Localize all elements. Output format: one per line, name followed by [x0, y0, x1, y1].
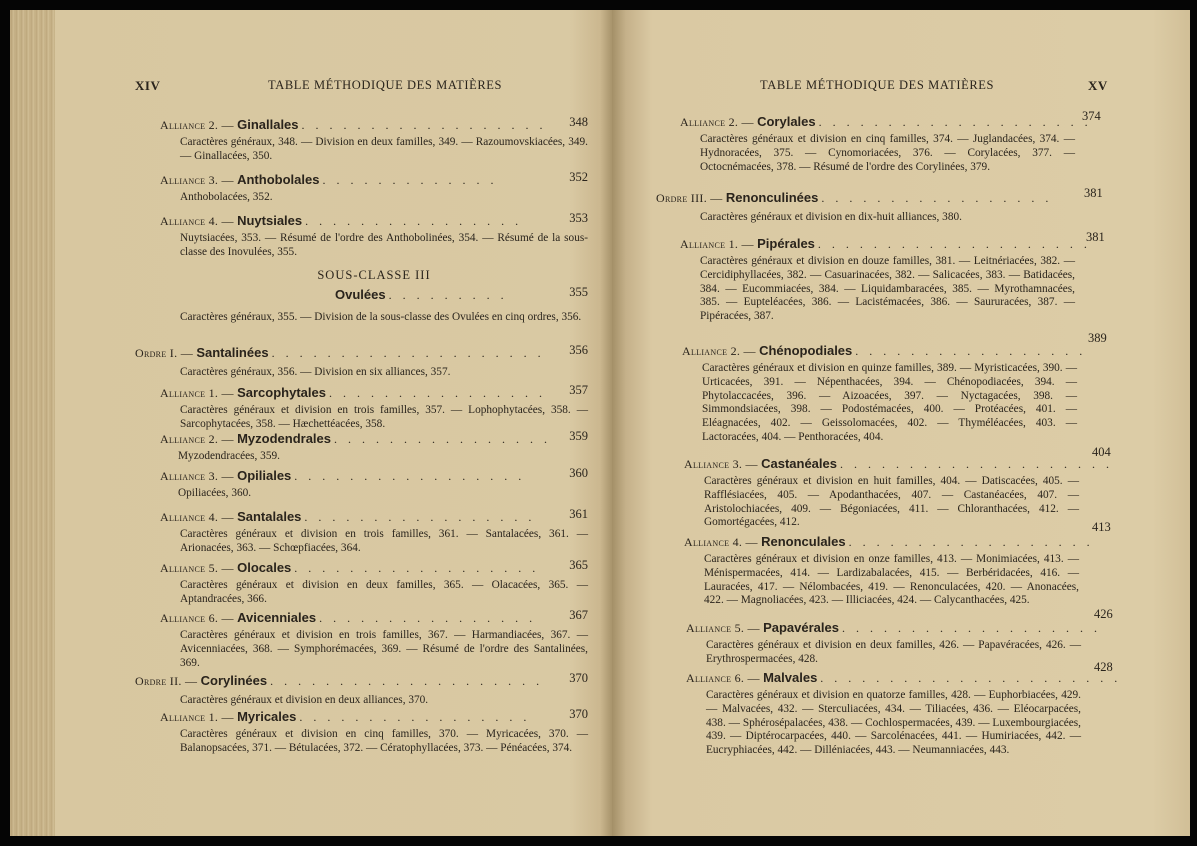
toc-entry [160, 560, 588, 607]
entry-name: Papavérales [763, 620, 839, 635]
toc-entry [160, 385, 588, 432]
entry-name: Corylales [757, 114, 816, 129]
entry-rank: Alliance 4. — [684, 535, 762, 549]
entry-name: Castanéales [761, 456, 837, 471]
leader-dots: . . . . . . . . . . . . . . . . . [855, 344, 1087, 358]
leader-dots: . . . . . . . . . . . . . . . . . . [848, 535, 1094, 549]
entry-rank: Alliance 4. — [160, 214, 238, 228]
leader-dots: . . . . . . . . . . . . . . . . . [299, 710, 531, 724]
entry-rank: Ordre I. — [135, 346, 197, 360]
leader-dots: . . . . . . . . . . . . . . . . [328, 386, 546, 400]
leader-dots: . . . . . . . . . . . . . . . . . . . [842, 621, 1101, 635]
entry-rank: Alliance 2. — [682, 344, 760, 358]
entry-rank: Alliance 2. — [680, 115, 758, 129]
entry-page: 370 [569, 707, 588, 721]
entry-page: 359 [569, 429, 588, 443]
entry-page: 367 [569, 608, 588, 622]
leader-dots: . . . . . . . . . . . . . . . . . . [301, 118, 547, 132]
entry-name: Olocales [237, 560, 292, 575]
entry-description: Caractères généraux et division en cinq familles, 374. — Juglandacées, 374. — Hydnoracées, 375. — Cynomoriacées, 376. — Corylacées, 377. — Octocnémacées, 378. — Résumé de l'ordre des Corylinées, 379. [700, 133, 1075, 173]
entry-name: Corylinées [200, 673, 268, 688]
running-header: TABLE MÉTHODIQUE DES MATIÈRES [268, 78, 503, 92]
leader-dots: . . . . . . . . . . . . . . . . . [294, 469, 526, 483]
entry-name: Anthobolales [237, 172, 320, 187]
leader-dots: . . . . . . . . . . . . . . . . . . . . [839, 457, 1113, 471]
toc-entry [160, 431, 588, 464]
entry-page: 374 [1082, 109, 1101, 123]
entry-page: 370 [569, 671, 588, 685]
leader-dots: . . . . . . . . . . . . . . . . [334, 432, 552, 446]
leader-dots: . . . . . . . . . . . . . . . . [319, 611, 537, 625]
subclass-title: SOUS-CLASSE III [317, 268, 431, 282]
entry-rank: Alliance 4. — [160, 510, 238, 524]
running-header: TABLE MÉTHODIQUE DES MATIÈRES [760, 78, 995, 92]
entry-name: Sarcophytales [237, 385, 326, 400]
entry-description: Caractères généraux et division en onze familles, 413. — Monimiacées, 413. — Ménispermacées, 414. — Lardizabalacées, 415. — Berbéridacées, 416. — Lauracées, 417. — Nélombacées, 419. — Renonculacées, 420. — Anonacées, 422. — Magnoliacées, 423. — Illiciacées, 424. — Calycanthacées, 425. [704, 553, 1079, 607]
toc-entry [160, 509, 588, 556]
page-number: XIV [135, 78, 161, 93]
entry-description: Caractères généraux, 356. — Division en six alliances, 357. [180, 366, 451, 378]
entry-page: 352 [569, 170, 588, 184]
entry-page: 357 [569, 383, 588, 397]
toc-entry [686, 620, 1101, 667]
leader-dots: . . . . . . . . . . . . . . . . . [821, 191, 1053, 205]
entry-name: Ovulées [335, 287, 386, 302]
toc-entry [160, 117, 588, 164]
entry-description: Caractères généraux et division en deux alliances, 370. [180, 694, 429, 706]
leader-dots: . . . . . . . . . . . . . . . . . . . . [271, 346, 545, 360]
toc-entry [160, 610, 588, 670]
right-page [612, 10, 1190, 836]
entry-rank: Alliance 3. — [684, 457, 762, 471]
leader-dots: . . . . . . . . . . . . . . . . . . . . . . [820, 671, 1122, 685]
leader-dots: . . . . . . . . . [388, 288, 508, 302]
entry-rank: Alliance 1. — [160, 386, 238, 400]
entry-rank: Alliance 1. — [680, 237, 758, 251]
entry-name: Renonculales [761, 534, 846, 549]
toc-entry [160, 709, 588, 756]
entry-page: 365 [569, 558, 588, 572]
entry-name: Malvales [763, 670, 818, 685]
leader-dots: . . . . . . . . . . . . . . . . . . . . [270, 674, 544, 688]
entry-description: Caractères généraux et division en trois familles, 357. — Lophophytacées, 358. — Sarcophytacées, 358. — Hæchettéacées, 358. [180, 404, 588, 430]
entry-page: 348 [569, 115, 588, 129]
entry-name: Chénopodiales [759, 343, 853, 358]
leader-dots: . . . . . . . . . . . . . . . . . . . . [817, 237, 1091, 251]
entry-name: Myzodendrales [237, 431, 332, 446]
leader-dots: . . . . . . . . . . . . . . . . [305, 214, 523, 228]
entry-description: Anthobolacées, 352. [180, 191, 273, 203]
entry-description: Caractères généraux et division en huit familles, 404. — Datiscacées, 405. — Rafflésiacées, 405. — Apodanthacées, 407. — Castanéacées, 407. — Aristolochiacées, 409. — Bégoniacées, 411. — Chloranthacées, 412. — Gomortégacées, 412. [704, 475, 1079, 529]
entry-page: 413 [1092, 520, 1111, 534]
leader-dots: . . . . . . . . . . . . . . . . . . . . [818, 115, 1092, 129]
toc-entry [682, 343, 1087, 445]
entry-page: 389 [1088, 331, 1107, 345]
toc-entry [135, 345, 588, 380]
entry-rank: Alliance 6. — [160, 611, 238, 625]
entry-description: Caractères généraux et division en quinze familles, 389. — Myristicacées, 390. — Urticacées, 391. — Népenthacées, 394. — Chénopodiacées, 394. — Phytolaccacées, 396. — Aizoacées, 397. — Nyctagacées, 398. — Simmondsiacées, 398. — Podostémacées, 400. — Protéacées, 401. — Eléagnacées, 402. — Geissolomacées, 402. — Thyméléacées, 403. — Lactoracées, 404. — Penthoracées, 404. [702, 362, 1077, 443]
toc-entry [135, 673, 588, 708]
entry-description: Myzodendracées, 359. [178, 450, 280, 462]
entry-description: Caractères généraux et division en dix-huit alliances, 380. [700, 211, 962, 223]
entry-description: Nuytsiacées, 353. — Résumé de l'ordre des Anthobolinées, 354. — Résumé de la sous-classe des Inovulées, 355. [180, 232, 588, 258]
leader-dots: . . . . . . . . . . . . . . . . . [304, 510, 536, 524]
entry-page: 428 [1094, 660, 1113, 674]
entry-rank: Alliance 2. — [160, 118, 238, 132]
entry-page: 404 [1092, 445, 1111, 459]
entry-description: Opiliacées, 360. [178, 487, 252, 499]
entry-description: Caractères généraux, 355. — Division de la sous-classe des Ovulées en cinq ordres, 356. [180, 311, 582, 323]
left-page [10, 10, 612, 836]
toc-entry [680, 236, 1091, 324]
toc-entry [160, 287, 588, 325]
toc-entry [656, 190, 1075, 225]
entry-rank: Ordre II. — [135, 674, 201, 688]
entry-name: Santalinées [196, 345, 269, 360]
toc-entry [160, 468, 588, 501]
toc-entry [680, 114, 1092, 174]
entry-page: 355 [569, 285, 588, 299]
entry-description: Caractères généraux et division en trois familles, 361. — Santalacées, 361. — Arionacées, 363. — Schœpfiacées, 364. [180, 528, 588, 554]
entry-name: Nuytsiales [237, 213, 303, 228]
entry-rank: Alliance 6. — [686, 671, 764, 685]
entry-name: Santalales [237, 509, 302, 524]
entry-name: Ginallales [237, 117, 299, 132]
entry-description: Caractères généraux et division en cinq familles, 370. — Myricacées, 370. — Balanopsacées, 371. — Bétulacées, 372. — Cératophyllacées, 373. — Pénéacées, 374. [180, 728, 588, 754]
entry-description: Caractères généraux, 348. — Division en deux familles, 349. — Razoumovskiacées, 349. — Ginallacées, 350. [180, 136, 588, 162]
entry-rank: Ordre III. — [656, 191, 726, 205]
entry-description: Caractères généraux et division en deux familles, 365. — Olacacées, 365. — Aptandracées, 366. [180, 579, 588, 605]
entry-description: Caractères généraux et division en douze familles, 381. — Leitnériacées, 382. — Cercidiphyllacées, 382. — Casuarinacées, 382. — Salicacées, 383. — Batidacées, 384. — Eucommiacées, 384. — Liquidambaracées, 385. — Myrothamnacées, 385. — Eupteléacées, 386. — Lacistémacées, 386. — Saururacées, 387. — Pipéracées, 387. [700, 255, 1075, 323]
entry-rank: Alliance 1. — [160, 710, 238, 724]
entry-page: 426 [1094, 607, 1113, 621]
entry-description: Caractères généraux et division en trois familles, 367. — Harmandiacées, 367. — Avicenniacées, 368. — Symphorémacées, 369. — Résumé de l'ordre des Santalinées, 369. [180, 629, 588, 669]
entry-rank: Alliance 3. — [160, 173, 238, 187]
entry-description: Caractères généraux et division en quatorze familles, 428. — Euphorbiacées, 429. — Malvacées, 432. — Sterculiacées, 434. — Tiliacées, 436. — Eléocarpacées, 438. — Sphérosépalacées, 438. — Cochlospermacées, 439. — Luxembourgiacées, 439. — Diptérocarpacées, 440. — Sarcolénacées, 441. — Humiriacées, 442. — Eucryphiacées, 442. — Dilléniacées, 443. — Neumanniacées, 443. [706, 689, 1081, 757]
toc-entry [686, 670, 1122, 758]
entry-page: 353 [569, 211, 588, 225]
entry-rank: Alliance 5. — [160, 561, 238, 575]
entry-page: 381 [1084, 186, 1103, 200]
page-edge [10, 10, 55, 836]
toc-entry [160, 172, 588, 205]
entry-rank: Alliance 5. — [686, 621, 764, 635]
toc-entry [160, 213, 588, 260]
entry-name: Renonculinées [725, 190, 819, 205]
page-number: XV [1088, 78, 1108, 93]
entry-name: Avicenniales [237, 610, 317, 625]
leader-dots: . . . . . . . . . . . . . [322, 173, 498, 187]
entry-rank: Alliance 3. — [160, 469, 238, 483]
entry-name: Myricales [237, 709, 297, 724]
entry-page: 356 [569, 343, 588, 357]
entry-page: 361 [569, 507, 588, 521]
entry-page: 381 [1086, 230, 1105, 244]
entry-rank: Alliance 2. — [160, 432, 238, 446]
toc-entry [684, 534, 1094, 608]
leader-dots: . . . . . . . . . . . . . . . . . . [294, 561, 540, 575]
entry-description: Caractères généraux et division en deux familles, 426. — Papavéracées, 426. — Erythrospermacées, 428. [706, 639, 1081, 665]
entry-name: Pipérales [757, 236, 815, 251]
entry-page: 360 [569, 466, 588, 480]
entry-name: Opiliales [237, 468, 292, 483]
